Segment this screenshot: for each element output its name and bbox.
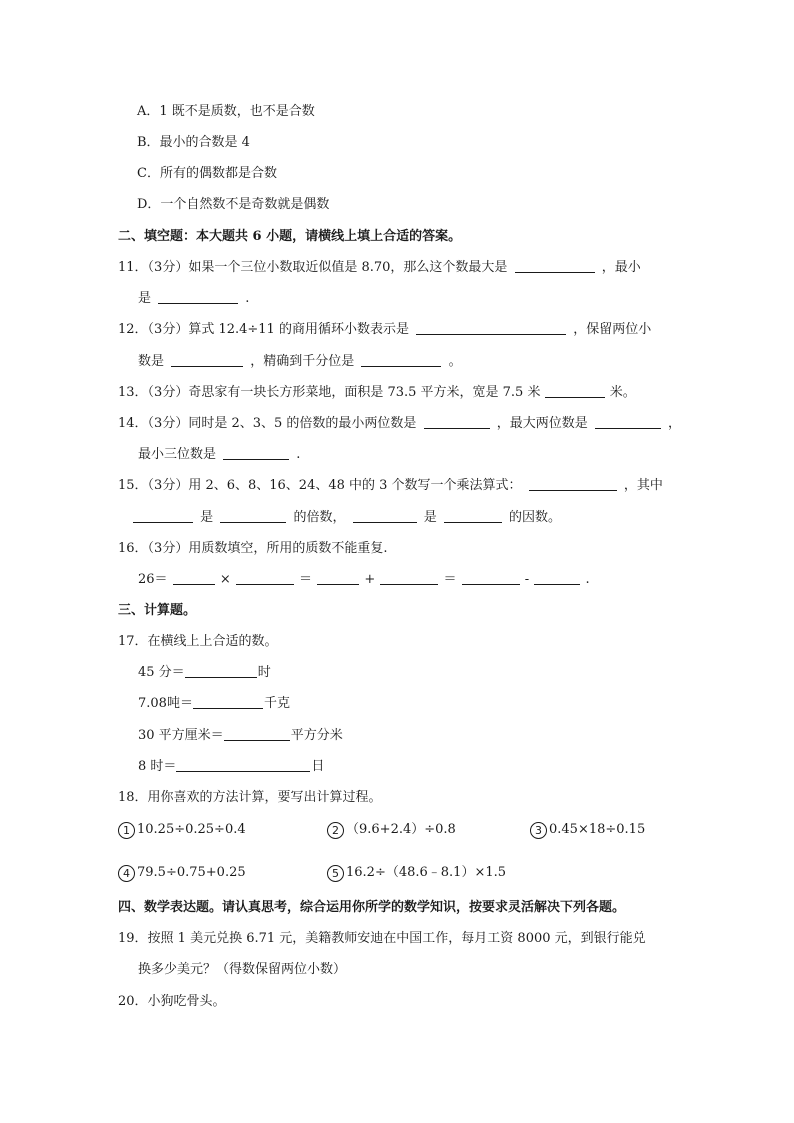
q15-text-a: 15．（3分）用 2、6、8、16、24、48 中的 3 个数写一个乘法算式：: [118, 478, 522, 493]
q14-text-a: 14．（3分）同时是 2、3、5 的倍数的最小两位数是: [118, 416, 417, 431]
q13-text-a: 13．（3分）奇思家有一块长方形菜地，面积是 73.5 平方米，宽是 7.5 米: [118, 385, 541, 400]
q17-r2-text-a: 7.08吨＝: [138, 696, 193, 711]
q16-times: ×: [219, 572, 231, 587]
option-a: A．1 既不是质数，也不是合数: [137, 104, 315, 119]
q11-blank-max[interactable]: [515, 258, 595, 273]
section4-title: 四、数学表达题。请认真思考，综合运用你所学的数学知识，按要求灵活解决下列各题。: [118, 900, 626, 915]
q17-r4-text-a: 8 时＝: [138, 759, 177, 774]
q16-equation: [138, 570, 590, 590]
q12-blank-thousandths[interactable]: [361, 352, 441, 367]
q16-blank-3[interactable]: [317, 570, 359, 585]
q11-text-d: .: [245, 291, 250, 306]
q12-text-b: ，保留两位小: [573, 322, 652, 337]
q15-text-b: ，其中: [623, 478, 663, 493]
q17-blank-2[interactable]: [193, 694, 263, 709]
q20-title: 20．小狗吃骨头。: [118, 994, 226, 1009]
q16-eq1: ＝: [299, 572, 313, 587]
q13-text-b: 米。: [609, 385, 636, 400]
q17-row-4: [138, 757, 324, 777]
q18-item-5: [327, 863, 506, 883]
q14-text-b: ，最大两位数是: [496, 416, 588, 431]
q12-line1: [118, 320, 651, 340]
q18-expr-5: 16.2÷（48.6﹣8.1）×1.5: [346, 865, 507, 880]
q15-blank-1[interactable]: [133, 508, 193, 523]
q18-item-1: [118, 820, 246, 840]
option-d: D．一个自然数不是奇数就是偶数: [137, 197, 330, 212]
q16-minus: -: [524, 572, 530, 587]
q16-title: 16．（3分）用质数填空，所用的质数不能重复.: [118, 541, 388, 556]
q16-blank-6[interactable]: [534, 570, 580, 585]
q14-blank-max2[interactable]: [595, 414, 661, 429]
q14-text-e: .: [296, 447, 301, 462]
q17-r2-text-b: 千克: [263, 696, 290, 711]
q16-blank-1[interactable]: [173, 570, 215, 585]
q17-blank-1[interactable]: [185, 663, 257, 678]
q16-end: .: [585, 572, 590, 587]
circled-number-4: 4: [118, 865, 135, 882]
q15-line2: [133, 508, 561, 528]
q14-text-c: ，: [667, 416, 681, 431]
circled-number-1: 1: [118, 822, 135, 839]
q17-r1-text-b: 时: [257, 665, 271, 680]
q15-text-d: 的倍数，: [293, 510, 346, 525]
q12-text-a: 12．（3分）算式 12.4÷11 的商用循环小数表示是: [118, 322, 409, 337]
q15-text-e: 是: [423, 510, 437, 525]
q15-text-c: 是: [200, 510, 214, 525]
q16-text-26: 26＝: [138, 572, 168, 587]
circled-number-3: 3: [530, 822, 547, 839]
q11-line1: [118, 258, 641, 278]
q16-plus: +: [364, 572, 376, 587]
option-b: B．最小的合数是 4: [137, 135, 250, 150]
q11-line2: [138, 289, 249, 309]
q18-expr-1: 10.25÷0.25÷0.4: [137, 822, 246, 837]
q18-item-4: [118, 863, 246, 883]
q14-line1: [118, 414, 681, 434]
q16-blank-5[interactable]: [462, 570, 520, 585]
q14-blank-min3[interactable]: [223, 445, 289, 460]
q17-row-2: [138, 694, 290, 714]
q14-text-d: 最小三位数是: [138, 447, 217, 462]
q17-blank-4[interactable]: [176, 757, 310, 772]
q12-blank-repeating[interactable]: [416, 320, 566, 335]
q12-text-c: 数是: [138, 354, 165, 369]
q18-item-3: [530, 820, 645, 840]
q14-line2: [138, 445, 300, 465]
q13-blank[interactable]: [545, 383, 605, 398]
circled-number-2: 2: [327, 822, 344, 839]
q18-expr-2: （9.6+2.4）÷0.8: [346, 822, 456, 837]
section2-title: 二、填空题：本大题共 6 小题，请横线上填上合适的答案。: [118, 229, 462, 244]
q11-text-a: 11．（3分）如果一个三位小数取近似值是 8.70，那么这个数最大是: [118, 260, 508, 275]
q15-line1: [118, 476, 663, 496]
q17-blank-3[interactable]: [224, 726, 290, 741]
q13-line: [118, 383, 636, 403]
q15-text-f: 的因数。: [509, 510, 562, 525]
q11-blank-min[interactable]: [158, 289, 238, 304]
q12-text-d: ，精确到千分位是: [250, 354, 355, 369]
q18-expr-3: 0.45×18÷0.15: [549, 822, 646, 837]
q12-blank-two-decimals[interactable]: [171, 352, 243, 367]
circled-number-5: 5: [327, 865, 344, 882]
q15-blank-4[interactable]: [444, 508, 502, 523]
q16-eq2: ＝: [443, 572, 457, 587]
q16-blank-2[interactable]: [236, 570, 294, 585]
q14-blank-min2[interactable]: [424, 414, 490, 429]
q17-r1-text-a: 45 分＝: [138, 665, 185, 680]
q18-item-2: [327, 820, 456, 840]
q17-row-3: [138, 726, 343, 746]
q15-blank-2[interactable]: [220, 508, 286, 523]
q17-title: 17．在横线上上合适的数。: [118, 634, 278, 649]
option-c: C．所有的偶数都是合数: [137, 166, 277, 181]
q18-title: 18．用你喜欢的方法计算，要写出计算过程。: [118, 790, 382, 805]
q17-row-1: [138, 663, 271, 683]
q12-text-e: 。: [448, 354, 462, 369]
q12-line2: [138, 352, 462, 372]
q17-r3-text-b: 平方分米: [290, 728, 343, 743]
q18-expr-4: 79.5÷0.75+0.25: [137, 865, 246, 880]
q17-r4-text-b: 日: [311, 759, 325, 774]
q11-text-c: 是: [138, 291, 152, 306]
section3-title: 三、计算题。: [118, 603, 197, 618]
q15-blank-equation[interactable]: [529, 476, 617, 491]
q16-blank-4[interactable]: [380, 570, 438, 585]
q19-line1: 19．按照 1 美元兑换 6.71 元，美籍教师安迪在中国工作，每月工资 8000 元，到银行能兑: [118, 931, 646, 946]
q15-blank-3[interactable]: [353, 508, 417, 523]
q17-r3-text-a: 30 平方厘米＝: [138, 728, 224, 743]
q11-text-b: ，最小: [601, 260, 641, 275]
q19-line2: 换多少美元？（得数保留两位小数）: [138, 962, 347, 977]
